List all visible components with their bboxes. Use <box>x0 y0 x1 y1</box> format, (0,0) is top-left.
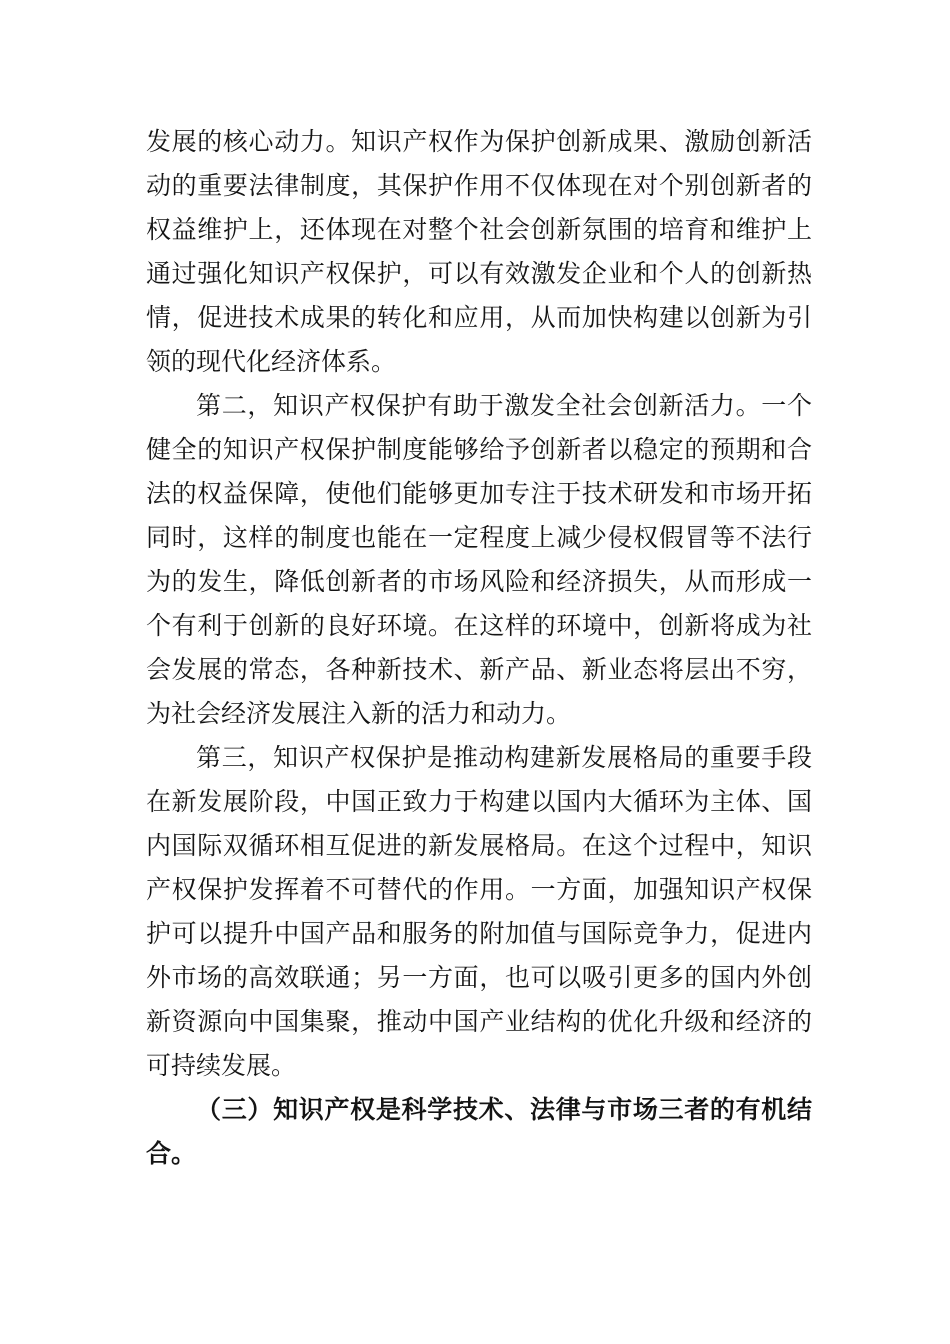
text-line: 个有利于创新的良好环境。在这样的环境中，创新将成为社 <box>146 611 812 640</box>
paragraph-second-point <box>146 384 812 736</box>
text-line: 动的重要法律制度，其保护作用不仅体现在对个别创新者的 <box>146 171 812 200</box>
text-line: 在新发展阶段，中国正致力于构建以国内大循环为主体、国 <box>146 787 812 816</box>
text-line: 权益维护上，还体现在对整个社会创新氛围的培育和维护上 <box>146 215 812 244</box>
text-line: 领的现代化经济体系。 <box>146 347 397 376</box>
paragraph-third-point <box>146 736 812 1088</box>
text-line: 护可以提升中国产品和服务的附加值与国际竞争力，促进内 <box>146 919 812 948</box>
text-line: 会发展的常态，各种新技术、新产品、新业态将层出不穷， <box>146 655 812 684</box>
text-line: 新资源向中国集聚，推动中国产业结构的优化升级和经济的 <box>146 1007 812 1036</box>
text-line: 外市场的高效联通；另一方面，也可以吸引更多的国内外创 <box>146 963 812 992</box>
text-line: 为社会经济发展注入新的活力和动力。 <box>146 699 572 728</box>
text-line: 为的发生，降低创新者的市场风险和经济损失，从而形成一 <box>146 567 812 596</box>
text-line: 同时，这样的制度也能在一定程度上减少侵权假冒等不法行 <box>146 523 812 552</box>
text-line: 产权保护发挥着不可替代的作用。一方面，加强知识产权保 <box>146 875 812 904</box>
text-line: 发展的核心动力。知识产权作为保护创新成果、激励创新活 <box>146 127 812 156</box>
text-line: 第二，知识产权保护有助于激发全社会创新活力。一个 <box>196 391 812 420</box>
document-body <box>146 120 812 1176</box>
paragraph-innovation-driver <box>146 120 812 384</box>
text-line: 通过强化知识产权保护，可以有效激发企业和个人的创新热 <box>146 259 812 288</box>
text-line: 可持续发展。 <box>146 1051 297 1080</box>
text-line: 健全的知识产权保护制度能够给予创新者以稳定的预期和合 <box>146 435 812 464</box>
text-line: 情，促进技术成果的转化和应用，从而加快构建以创新为引 <box>146 303 812 332</box>
text-line: 法的权益保障，使他们能够更加专注于技术研发和市场开拓 <box>146 479 812 508</box>
text-line: 内国际双循环相互促进的新发展格局。在这个过程中，知识 <box>146 831 812 860</box>
heading-line: 合。 <box>146 1139 197 1168</box>
heading-line: （三）知识产权是科学技术、法律与市场三者的有机结 <box>196 1095 812 1124</box>
text-line: 第三，知识产权保护是推动构建新发展格局的重要手段 <box>196 743 812 772</box>
section-heading-three <box>146 1088 812 1176</box>
